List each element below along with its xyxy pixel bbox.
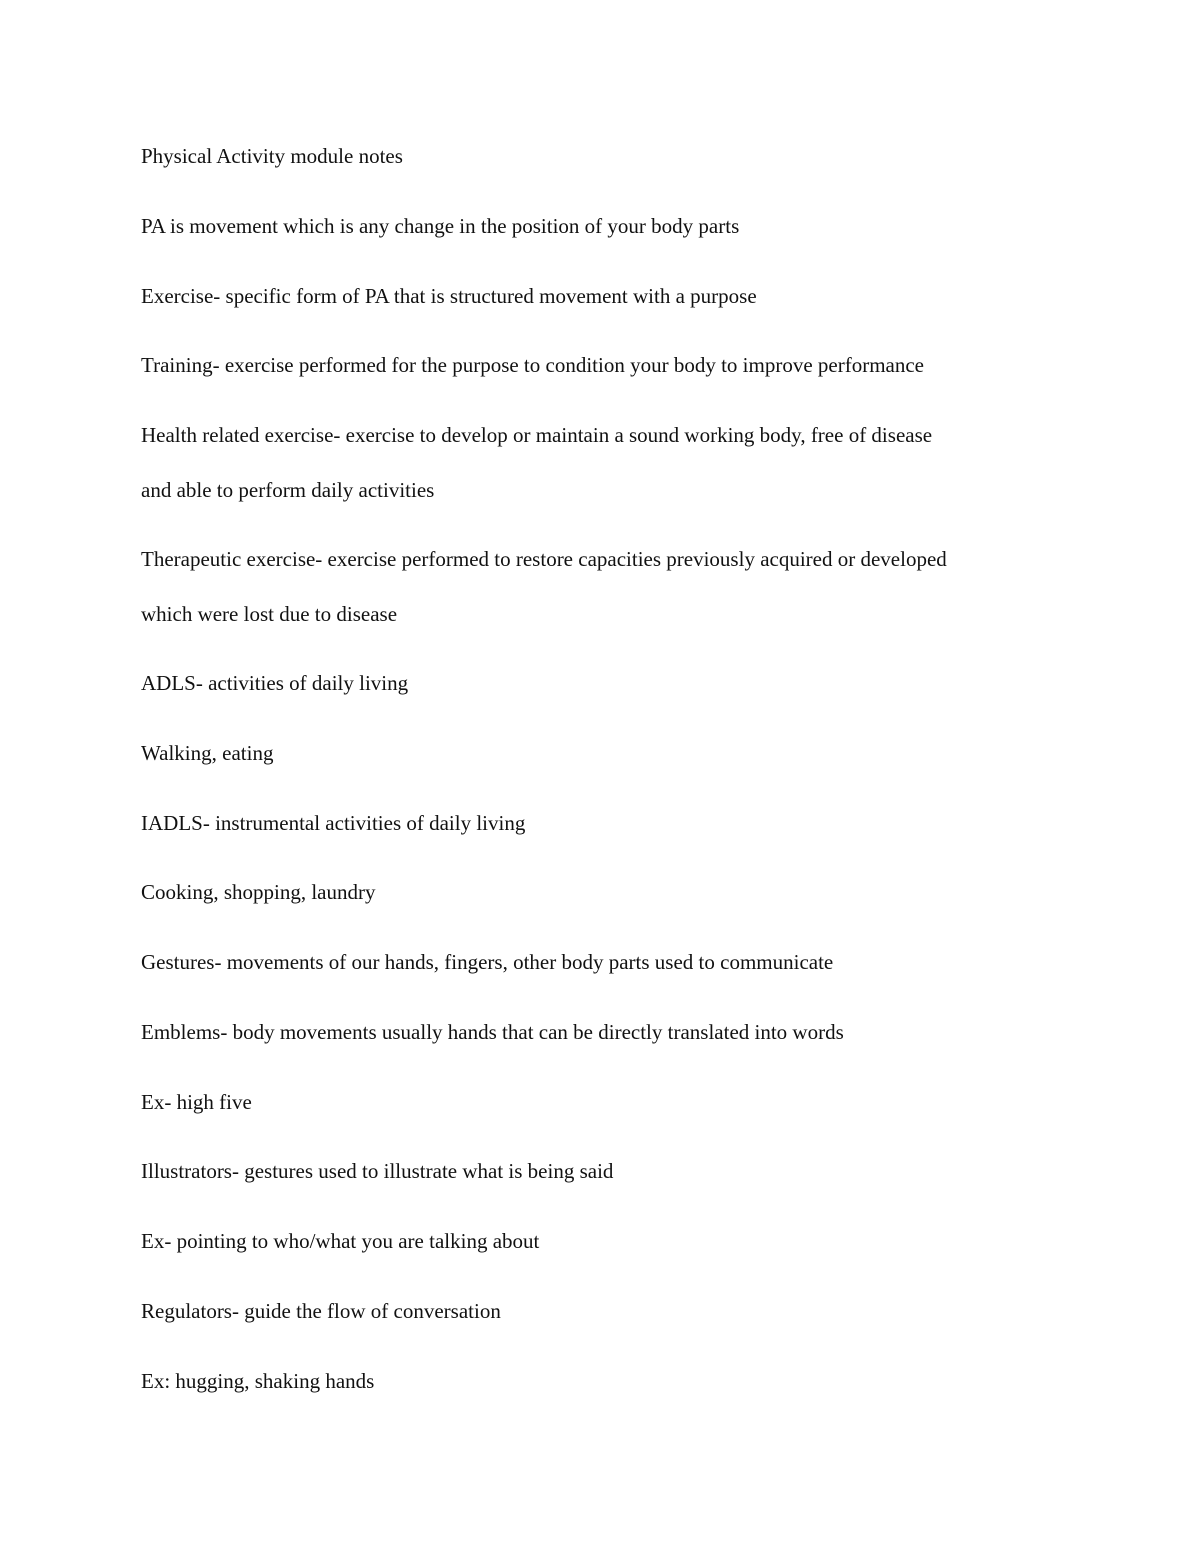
- note-line: Illustrators- gestures used to illustrate what is being said: [141, 1159, 614, 1183]
- note-line: PA is movement which is any change in the position of your body parts: [141, 214, 740, 238]
- note-line: Cooking, shopping, laundry: [141, 880, 376, 904]
- note-line: ADLS- activities of daily living: [141, 671, 409, 695]
- note-line: Ex- pointing to who/what you are talking about: [141, 1229, 540, 1253]
- document-title: Physical Activity module notes: [141, 144, 403, 168]
- note-line: Exercise- specific form of PA that is structured movement with a purpose: [141, 284, 757, 308]
- note-line: Ex- high five: [141, 1090, 252, 1114]
- note-line: Emblems- body movements usually hands that can be directly translated into words: [141, 1020, 844, 1044]
- note-line: Gestures- movements of our hands, fingers, other body parts used to communicate: [141, 950, 834, 974]
- note-line: Health related exercise- exercise to develop or maintain a sound working body, free of disease: [141, 423, 933, 447]
- note-line: Training- exercise performed for the purpose to condition your body to improve performance: [141, 353, 924, 377]
- note-line: and able to perform daily activities: [141, 478, 435, 502]
- note-line: Therapeutic exercise- exercise performed to restore capacities previously acquired or developed: [141, 547, 947, 571]
- note-line: which were lost due to disease: [141, 602, 398, 626]
- note-line: Regulators- guide the flow of conversation: [141, 1299, 501, 1323]
- note-line: IADLS- instrumental activities of daily living: [141, 811, 526, 835]
- note-line: Walking, eating: [141, 741, 274, 765]
- note-line: Ex: hugging, shaking hands: [141, 1369, 375, 1393]
